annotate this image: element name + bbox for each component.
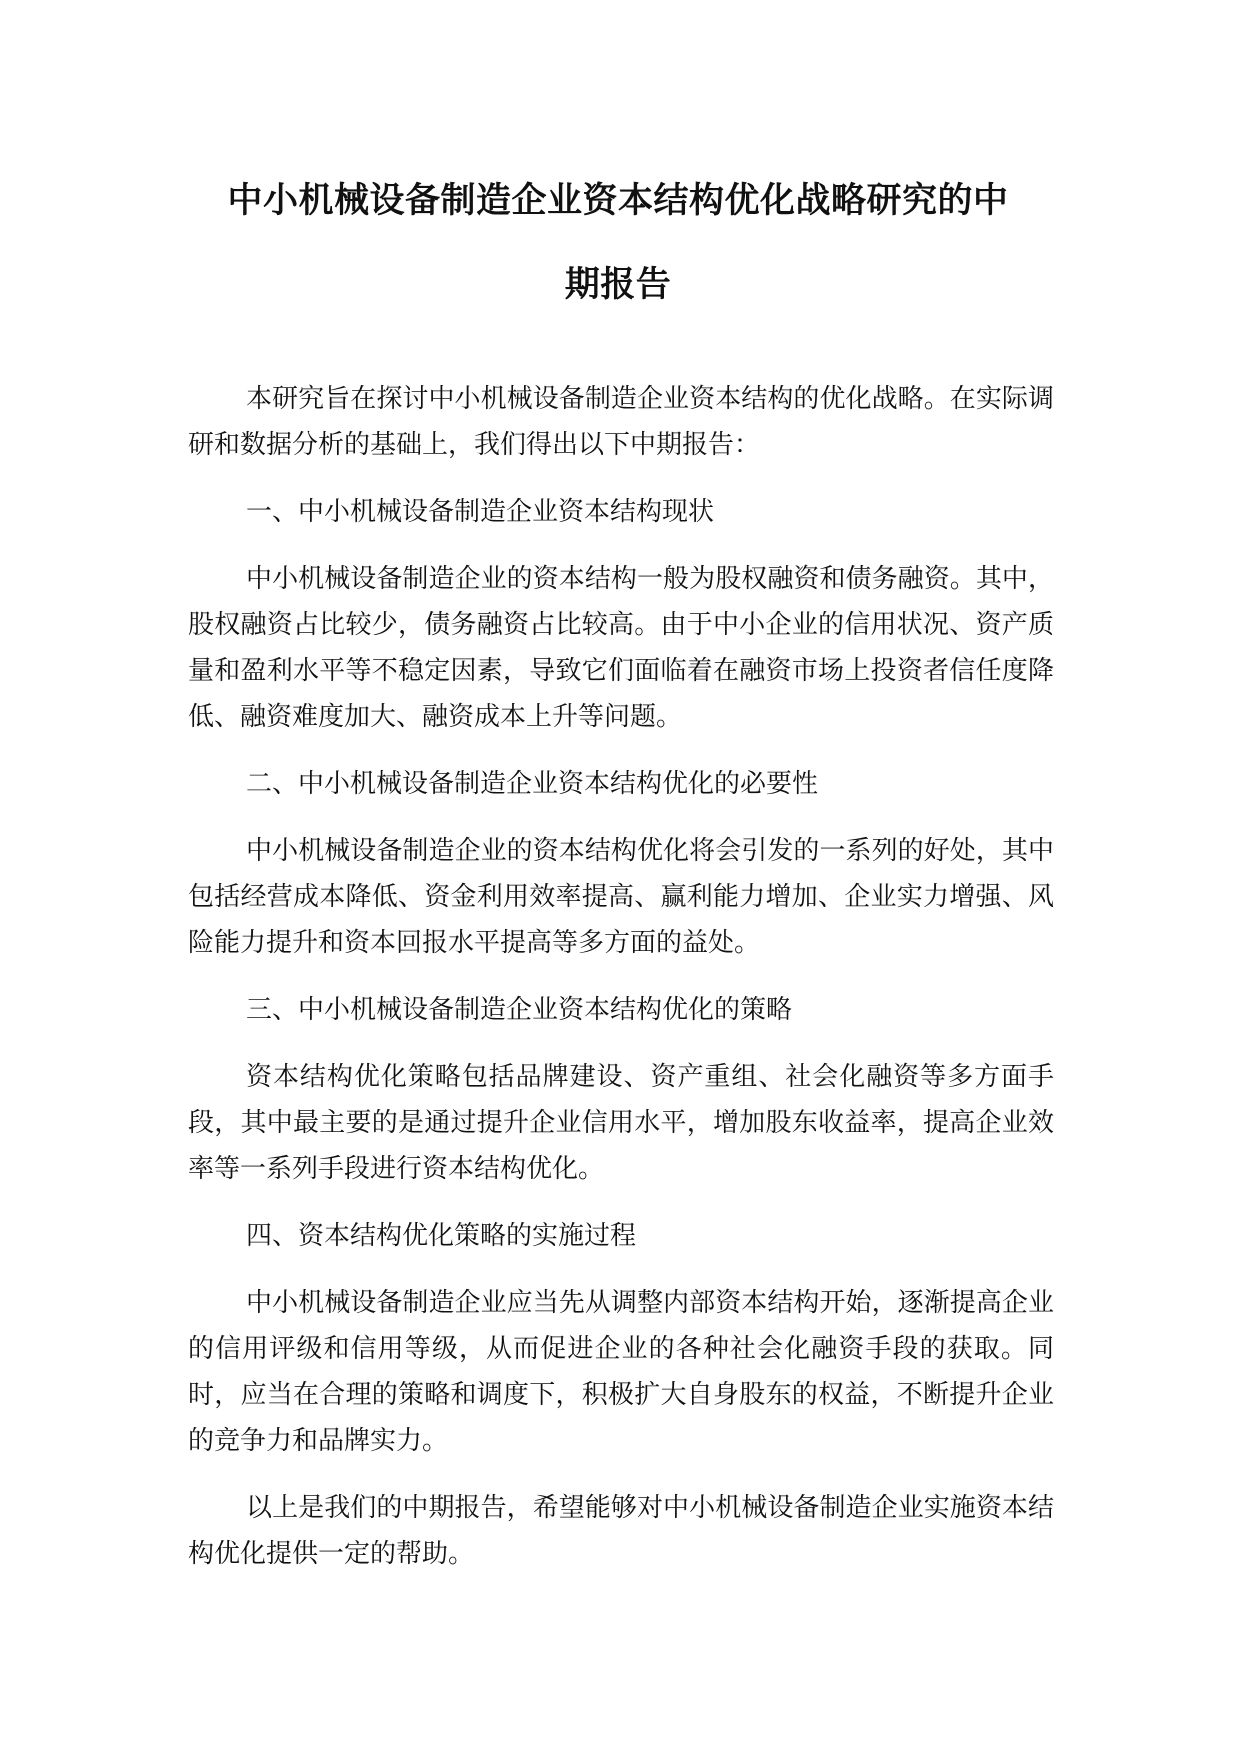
document-title-line-1: 中小机械设备制造企业资本结构优化战略研究的中 [227,181,1009,221]
section-heading-4: 四、资本结构优化策略的实施过程 [246,1221,637,1251]
document-body [188,376,1054,1598]
intro-paragraph: 本研究旨在探讨中小机械设备制造企业资本结构的优化战略。在实际调研和数据分析的基础上，我们得出以下中期报告： [188,384,1054,460]
conclusion-paragraph: 以上是我们的中期报告，希望能够对中小机械设备制造企业实施资本结构优化提供一定的帮助。 [188,1493,1054,1569]
section-paragraph-2: 中小机械设备制造企业的资本结构优化将会引发的一系列的好处，其中包括经营成本降低、资金利用效率提高、赢利能力增加、企业实力增强、风险能力提升和资本回报水平提高等多方面的益处。 [188,836,1054,958]
document-title-line-2: 期报告 [564,265,672,305]
section-paragraph-1: 中小机械设备制造企业的资本结构一般为股权融资和债务融资。其中，股权融资占比较少，债务融资占比较高。由于中小企业的信用状况、资产质量和盈利水平等不稳定因素，导致它们面临着在融资市场上投资者信任度降低、融资难度加大、融资成本上升等问题。 [188,564,1054,732]
section-heading-1: 一、中小机械设备制造企业资本结构现状 [246,497,715,527]
section-paragraph-4: 中小机械设备制造企业应当先从调整内部资本结构开始，逐渐提高企业的信用评级和信用等级，从而促进企业的各种社会化融资手段的获取。同时，应当在合理的策略和调度下，积极扩大自身股东的权益，不断提升企业的竞争力和品牌实力。 [188,1288,1054,1456]
section-paragraph-3: 资本结构优化策略包括品牌建设、资产重组、社会化融资等多方面手段，其中最主要的是通过提升企业信用水平，增加股东收益率，提高企业效率等一系列手段进行资本结构优化。 [188,1062,1054,1184]
section-heading-2: 二、中小机械设备制造企业资本结构优化的必要性 [246,769,819,799]
section-heading-3: 三、中小机械设备制造企业资本结构优化的策略 [246,995,793,1025]
